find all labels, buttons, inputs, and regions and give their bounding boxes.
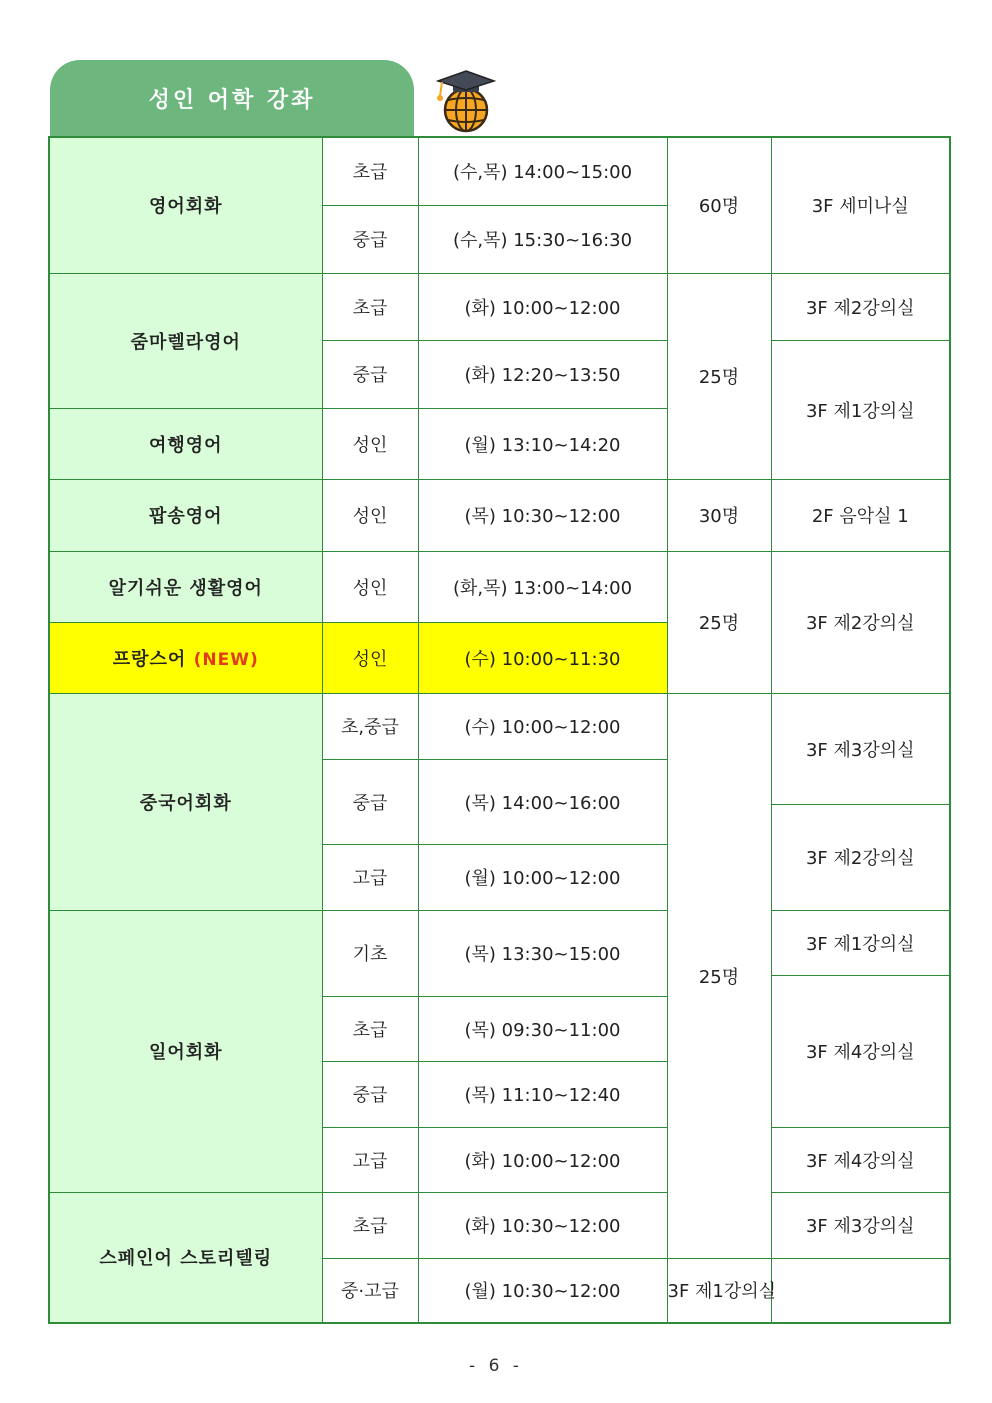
capacity-cell: 25명 [667, 273, 771, 479]
time-cell: (목) 09:30~11:00 [418, 996, 667, 1061]
course-name-cell [49, 622, 322, 693]
time-cell: (화) 12:20~13:50 [418, 340, 667, 408]
new-badge: (NEW) [193, 649, 259, 670]
time-cell: (수) 10:00~11:30 [418, 622, 667, 693]
time-cell: (화) 10:00~12:00 [418, 1127, 667, 1192]
table-row [49, 551, 950, 622]
course-name: 줌마렐라영어 [49, 273, 322, 408]
section-title-tab [50, 60, 414, 137]
room-cell: 3F 제2강의실 [771, 273, 950, 340]
time-cell: (화,목) 13:00~14:00 [418, 551, 667, 622]
level-cell: 기초 [322, 910, 418, 996]
time-cell: (목) 10:30~12:00 [418, 479, 667, 551]
course-name: 중국어회화 [49, 693, 322, 910]
table-row [49, 693, 950, 759]
section-title: 성인 어학 강좌 [148, 88, 316, 113]
time-cell: (수) 10:00~12:00 [418, 693, 667, 759]
course-schedule-table [48, 136, 951, 1324]
level-cell: 초급 [322, 1192, 418, 1258]
capacity-cell: 25명 [667, 551, 771, 693]
time-cell: (월) 10:30~12:00 [418, 1258, 667, 1323]
time-cell: (수,목) 14:00~15:00 [418, 137, 667, 205]
level-cell: 고급 [322, 844, 418, 910]
level-cell: 성인 [322, 479, 418, 551]
course-name: 프랑스어 [112, 648, 187, 670]
room-cell: 3F 제2강의실 [771, 804, 950, 910]
level-cell: 중급 [322, 205, 418, 273]
time-cell: (월) 10:00~12:00 [418, 844, 667, 910]
room-cell: 3F 제1강의실 [667, 1258, 771, 1323]
course-name: 스페인어 스토리텔링 [49, 1192, 322, 1323]
capacity-cell: 60명 [667, 137, 771, 273]
level-cell: 고급 [322, 1127, 418, 1192]
page-number: - 6 - [469, 1356, 523, 1376]
room-cell: 2F 음악실 1 [771, 479, 950, 551]
table-row [49, 910, 950, 975]
level-cell: 성인 [322, 551, 418, 622]
course-name: 일어회화 [49, 910, 322, 1192]
level-cell: 성인 [322, 408, 418, 479]
room-cell: 3F 세미나실 [771, 137, 950, 273]
table-row [49, 479, 950, 551]
level-cell: 중·고급 [322, 1258, 418, 1323]
time-cell: (월) 13:10~14:20 [418, 408, 667, 479]
course-name: 여행영어 [49, 408, 322, 479]
room-cell: 3F 제2강의실 [771, 551, 950, 693]
time-cell: (목) 14:00~16:00 [418, 759, 667, 844]
level-cell: 초급 [322, 273, 418, 340]
level-cell: 초급 [322, 996, 418, 1061]
room-cell: 3F 제4강의실 [771, 975, 950, 1127]
level-cell: 초,중급 [322, 693, 418, 759]
room-cell: 3F 제1강의실 [771, 340, 950, 479]
table-row [49, 1192, 950, 1258]
level-cell: 중급 [322, 1061, 418, 1127]
level-cell: 중급 [322, 759, 418, 844]
level-cell: 초급 [322, 137, 418, 205]
course-name: 영어회화 [49, 137, 322, 273]
room-cell: 3F 제3강의실 [771, 693, 950, 804]
capacity-cell: 25명 [667, 693, 771, 1258]
time-cell: (수,목) 15:30~16:30 [418, 205, 667, 273]
level-cell: 중급 [322, 340, 418, 408]
graduation-globe-icon [432, 68, 498, 134]
time-cell: (화) 10:30~12:00 [418, 1192, 667, 1258]
table-row [49, 273, 950, 340]
room-cell: 3F 제3강의실 [771, 1192, 950, 1258]
room-cell: 3F 제4강의실 [771, 1127, 950, 1192]
course-name: 팝송영어 [49, 479, 322, 551]
room-cell: 3F 제1강의실 [771, 910, 950, 975]
level-cell: 성인 [322, 622, 418, 693]
capacity-cell: 30명 [667, 479, 771, 551]
time-cell: (화) 10:00~12:00 [418, 273, 667, 340]
course-name: 알기쉬운 생활영어 [49, 551, 322, 622]
table-row [49, 137, 950, 205]
time-cell: (목) 11:10~12:40 [418, 1061, 667, 1127]
time-cell: (목) 13:30~15:00 [418, 910, 667, 996]
